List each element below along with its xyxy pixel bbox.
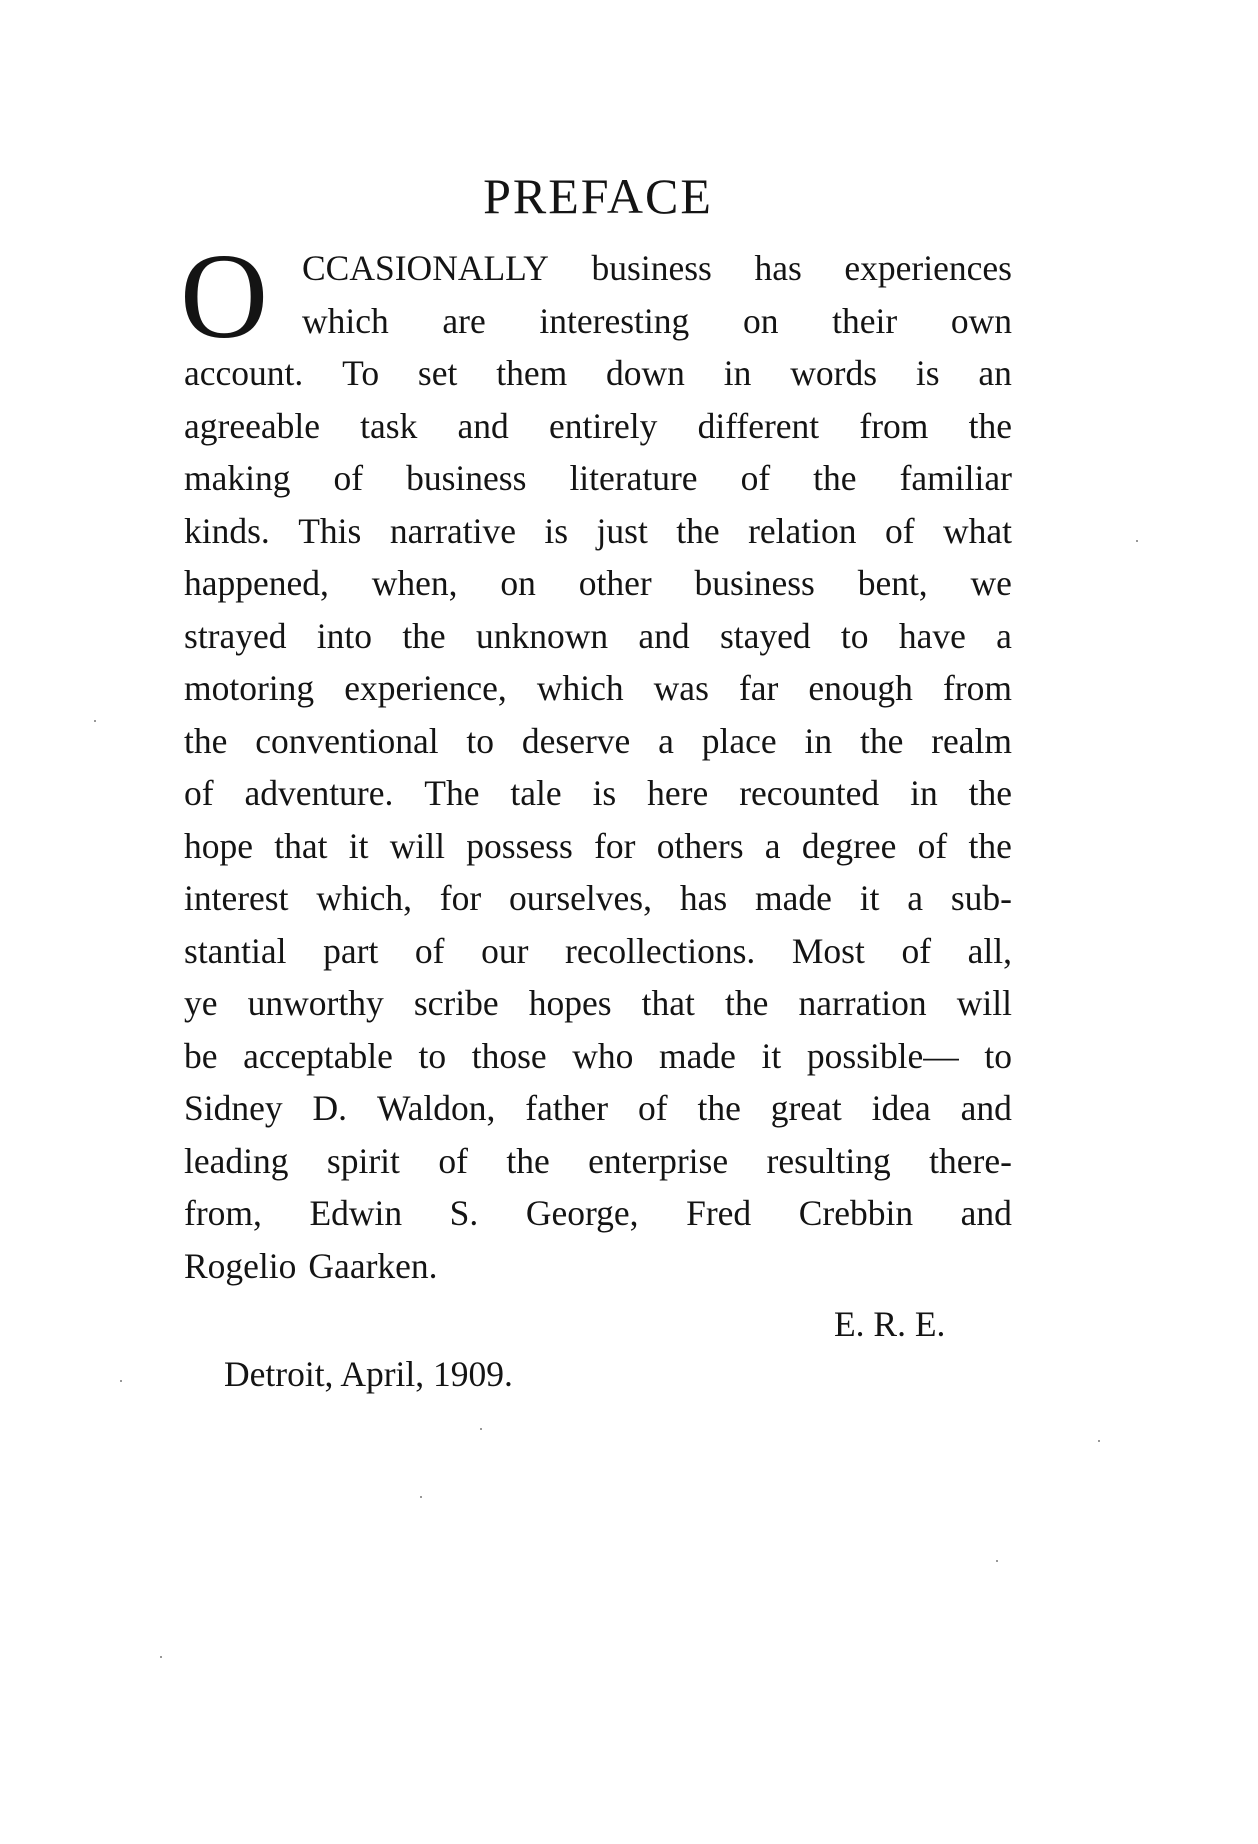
word: others [656, 825, 744, 866]
text-line [184, 610, 1012, 663]
scan-speck [120, 1380, 122, 1382]
word: far [738, 668, 779, 708]
word: realm [931, 720, 1012, 761]
word: all, [967, 930, 1012, 971]
word: place [701, 720, 777, 761]
word: of [184, 773, 214, 813]
word: are [442, 300, 486, 341]
word: in [804, 720, 833, 761]
word: in [910, 773, 938, 813]
text-line [184, 1030, 1012, 1083]
word: acceptable [243, 1035, 393, 1076]
word: from [859, 405, 929, 446]
word: of [884, 510, 915, 551]
word: of [414, 930, 445, 971]
word: resulting [766, 1140, 891, 1181]
word: relation [748, 510, 857, 551]
word: them [496, 353, 568, 393]
scan-speck [420, 1496, 422, 1498]
word: a [996, 615, 1012, 656]
word: is [915, 353, 940, 393]
word: D. [312, 1088, 348, 1128]
word: CCASIONALLY [302, 248, 549, 288]
text-line [184, 1082, 1012, 1135]
word: business [694, 563, 815, 603]
word: George, [525, 1193, 639, 1233]
text-line [184, 767, 1012, 820]
word: words [790, 353, 878, 393]
word: literature [569, 458, 698, 498]
word: The [424, 773, 480, 813]
word: of [740, 458, 771, 498]
word: To [342, 353, 380, 393]
text-line [184, 1135, 1012, 1188]
word: is [592, 773, 617, 813]
scan-speck [480, 1428, 482, 1430]
word: different [697, 405, 820, 446]
word: Sidney [184, 1088, 283, 1128]
word: and [457, 405, 509, 446]
word: Most [791, 930, 865, 971]
word: and [960, 1088, 1012, 1128]
word: business [406, 458, 527, 498]
text-line [184, 347, 1012, 400]
word: happened, [184, 563, 329, 603]
word: a [658, 720, 674, 761]
scan-speck [996, 1560, 998, 1562]
word: degree [801, 825, 897, 866]
word: on [500, 563, 536, 603]
word: experiences [844, 248, 1012, 288]
word: our [481, 930, 529, 971]
word: the [724, 983, 769, 1023]
word: those [471, 1035, 547, 1076]
word: which [302, 300, 389, 341]
text-line [184, 452, 1012, 505]
word: agreeable [184, 405, 320, 446]
word: an [978, 353, 1012, 393]
word: it [859, 878, 880, 918]
word: to [840, 615, 869, 656]
word: which, [316, 878, 412, 918]
word: the [506, 1140, 550, 1181]
word: of [438, 1140, 468, 1181]
word: which [536, 668, 624, 708]
word: narrative [389, 510, 516, 551]
word: other [578, 563, 652, 603]
word: kinds. [184, 510, 270, 551]
text-line [184, 820, 1012, 873]
word: possess [466, 825, 573, 866]
word: who [572, 1035, 634, 1076]
word: strayed [184, 615, 287, 656]
word: interest [184, 878, 289, 918]
word: bent, [857, 563, 928, 603]
word: hopes [528, 983, 612, 1023]
word: conventional [255, 720, 439, 761]
word: has [754, 248, 802, 288]
word: in [723, 353, 752, 393]
text-line [184, 715, 1012, 768]
word: S. [449, 1193, 479, 1233]
text-line [184, 925, 1012, 978]
text-line [184, 400, 1012, 453]
word: great [770, 1088, 842, 1128]
word: adventure. [244, 773, 394, 813]
word: deserve [521, 720, 631, 761]
word: Waldon, [376, 1088, 496, 1128]
word: will [956, 983, 1012, 1023]
word: ourselves, [509, 878, 652, 918]
text-line [184, 1240, 1012, 1293]
word: from [942, 668, 1012, 708]
word: familiar [899, 458, 1012, 498]
word: into [316, 615, 373, 656]
word: recounted [739, 773, 880, 813]
word: tale [510, 773, 562, 813]
word: that [641, 983, 695, 1023]
word: stantial [184, 930, 287, 971]
word: experience, [344, 668, 507, 708]
scan-speck [1136, 540, 1138, 542]
word: Fred [686, 1193, 752, 1233]
word: that [274, 825, 328, 866]
word: stayed [719, 615, 811, 656]
word: of [333, 458, 364, 498]
word: here [647, 773, 709, 813]
word: their [832, 300, 898, 341]
word: is [544, 510, 569, 551]
word: own [950, 300, 1012, 341]
word: have [898, 615, 966, 656]
word: task [360, 405, 418, 446]
text-line [184, 505, 1012, 558]
word: unworthy [247, 983, 384, 1023]
text-line [184, 1187, 1012, 1240]
word: idea [871, 1088, 931, 1128]
word: be [184, 1035, 218, 1076]
word: made [754, 878, 832, 918]
word: it [761, 1035, 782, 1076]
word: of [917, 825, 948, 866]
word: entirely [548, 405, 658, 446]
word: leading [184, 1140, 289, 1181]
word: of [637, 1088, 668, 1128]
word: a [907, 878, 924, 918]
word: the [968, 773, 1012, 813]
word: has [679, 878, 728, 918]
word: when, [371, 563, 458, 603]
word: was [653, 668, 709, 708]
word: for [439, 878, 482, 918]
word: from, [184, 1193, 262, 1233]
word: scribe [413, 983, 499, 1023]
word: we [970, 563, 1012, 603]
author-initials: E. R. E. [834, 1304, 946, 1344]
text-line [302, 242, 1012, 295]
word: Crebbin [798, 1193, 914, 1233]
word: for [594, 825, 636, 866]
text-line [302, 295, 1012, 348]
word: just [596, 510, 648, 551]
word: ye [184, 983, 218, 1023]
word: of [901, 930, 932, 971]
scan-speck [1098, 1440, 1100, 1442]
word: made [659, 1035, 736, 1076]
scan-speck [94, 720, 96, 722]
word: business [591, 248, 712, 288]
text-line [184, 557, 1012, 610]
word: father [525, 1088, 609, 1128]
word: set [417, 353, 458, 393]
word: the [676, 510, 720, 551]
word: the [184, 720, 228, 761]
word: enough [808, 668, 913, 708]
text-line [184, 872, 1012, 925]
place-and-date: Detroit, April, 1909. [224, 1354, 513, 1394]
word: Edwin [309, 1193, 403, 1233]
word: possible— [806, 1035, 959, 1076]
word: spirit [326, 1140, 400, 1181]
word: the [697, 1088, 741, 1128]
word: Rogelio [184, 1245, 297, 1286]
word: the [968, 825, 1012, 866]
word: enterprise [588, 1140, 729, 1181]
word: to [984, 1035, 1012, 1076]
text-line [184, 977, 1012, 1030]
word: interesting [539, 300, 690, 341]
word: what [942, 510, 1012, 551]
word: there- [929, 1140, 1012, 1181]
word: sub- [950, 878, 1012, 918]
word: will [389, 825, 446, 866]
word: the [402, 615, 446, 656]
word: it [348, 825, 369, 866]
word: and [960, 1193, 1012, 1233]
word: part [323, 930, 379, 971]
word: the [968, 405, 1012, 446]
word: motoring [184, 668, 315, 708]
word: to [466, 720, 495, 761]
text-line [184, 662, 1012, 715]
word: narration [798, 983, 927, 1023]
word: on [742, 300, 779, 341]
word: hope [184, 825, 254, 866]
word: a [764, 825, 781, 866]
word: and [638, 615, 690, 656]
word: This [298, 510, 362, 551]
word: Gaarken. [308, 1245, 438, 1286]
scan-speck [160, 1656, 162, 1658]
word: unknown [475, 615, 609, 656]
word: making [184, 458, 291, 498]
word: the [859, 720, 904, 761]
word: the [813, 458, 857, 498]
word: recollections. [565, 930, 756, 971]
preface-title: PREFACE [483, 168, 713, 224]
word: to [418, 1035, 447, 1076]
word: account. [184, 353, 304, 393]
word: down [606, 353, 685, 393]
drop-cap: O [180, 229, 269, 364]
